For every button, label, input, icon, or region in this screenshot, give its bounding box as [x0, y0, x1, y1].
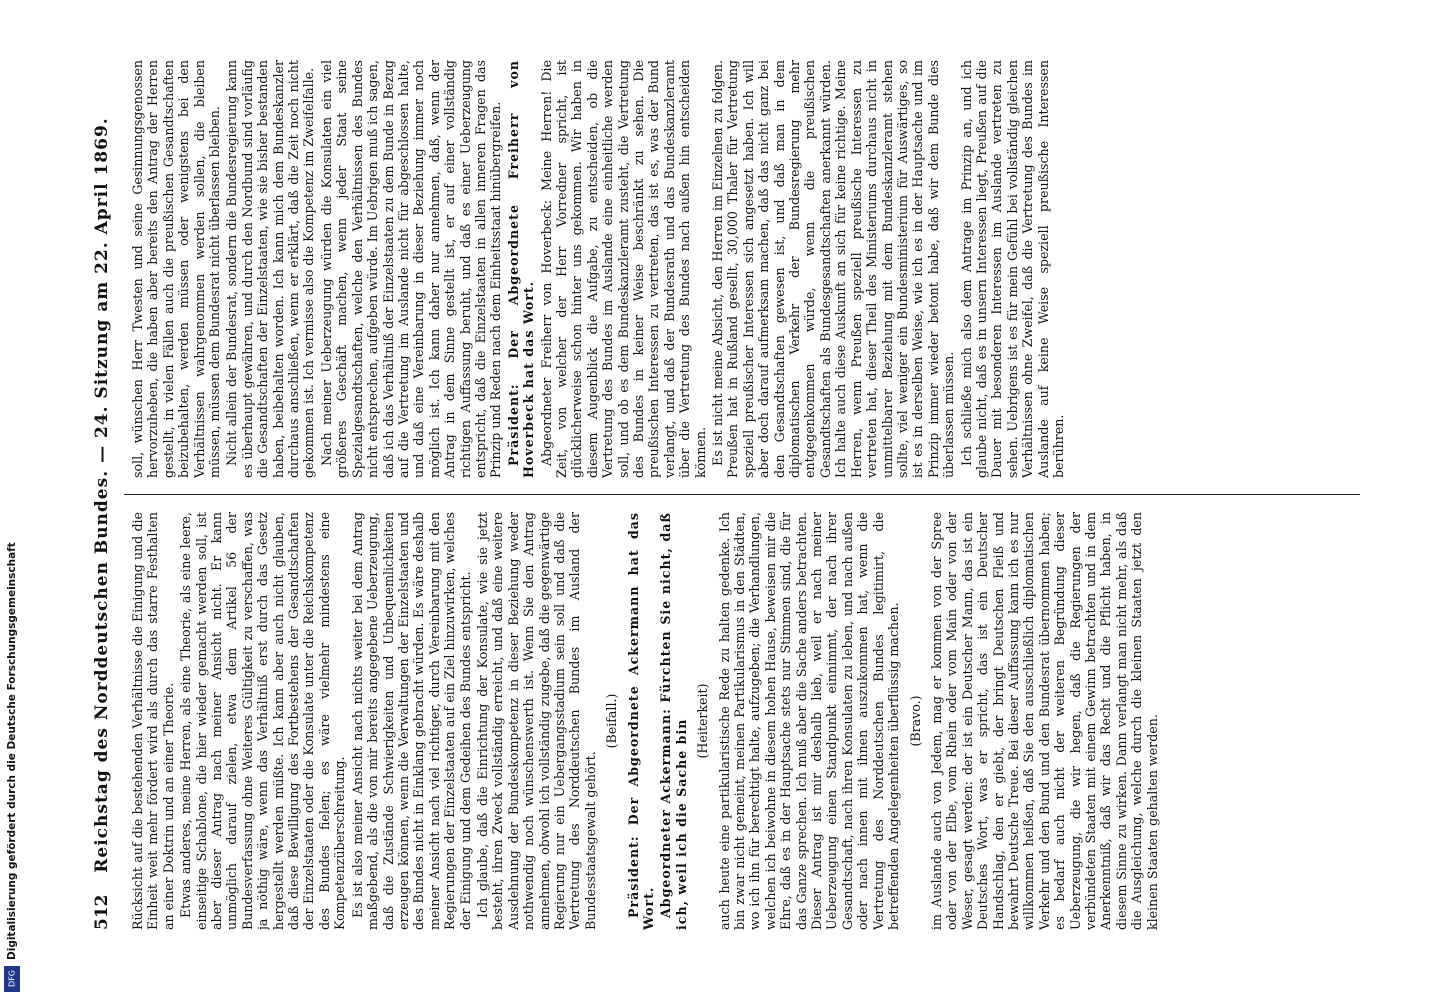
speaker-line: Präsident: Der Abgeordnete Freiherr von Hoverbeck hat das Wort. — [505, 60, 537, 478]
page-header — [88, 60, 118, 930]
paragraph: Nach meiner Ueberzeugung würden die Konsulaten ein viel größeres Geschäft machen, wenn jeder Staat seine Spezialgesandtschaften, welche den Verhältnissen des Bundes nicht entsprechen, aufgeben würde. Im Uebrigen muß ich sagen, daß ich das Verhältniß der Einzelstaaten zu dem Bunde in Bezug auf die Vertretung im Auslande nicht für abgeschlossen halte, und daß eine Vereinbarung in dieser Beziehung immer noch möglich ist. Ich kann daher nur annehmen, daß, wenn der Antrag in dem Sinne gestellt ist, er auf einer vollständig richtigen Auffassung beruht, und daß es einer Ueberzeugung entspricht, daß die Einzelstaaten in allen inneren Fragen das Prinzip und Reden nach dem Einheitsstaat hinübergreifen. — [318, 60, 504, 478]
speaker-line: Präsident: Der Abgeordnete Ackermann hat das Wort. — [625, 512, 656, 930]
paragraph: im Auslande auch von Jedem, mag er kommen von der Spree oder von der Elbe, vom Rhein oder vom Main oder von der Weser, gesagt werden: der ist ein Deutscher Mann, das ist ein Deutsches Wort, was er spricht, das ist ein Deutscher Handschlag, den er giebt, der bringt Deutschen Fleiß und bewahrt Deutsche Treue. Bei dieser Auffassung kann ich es nur willkommen heißen, daß Sie den ausschließlich diplomatischen Verkehr und den Bund und den Bundesrat übernommen haben; es bedarf auch nicht der weiteren Begründung dieser Ueberzeugung, die wir hegen, daß die Regierungen der verbündeten Staaten mit einem Gewinn betrachten und in dem Anerkenntniß, daß wir das Recht und die Pflicht haben, in diesem Sinne zu wirken. Dann verlangt man nicht mehr, als daß die Ausgleichung, welche durch die kleinen Staaten jetzt den kleinen Staaten gehalten werden. — [928, 512, 1160, 930]
page — [88, 60, 1388, 930]
paragraph: Ich glaube, daß die Einrichtung der Konsulate, wie sie jetzt besteht, ihren Zweck vollständig erreicht, und daß eine weitere Ausdehnung der Bundeskompetenz in dieser Beziehung weder nothwendig noch wünschenswerth ist. Wenn Sie den Antrag annehmen, obwohl ich vollständig zugebe, daß die gegenwärtige Regierung nur ein Uebergangsstadium sein soll und daß die Vertretung des Norddeutschen Bundes im Ausland der Bundesstaatsgewalt gehört. — [474, 512, 598, 930]
credit-text: Digitalisierung gefördert durch die Deutsche Forschungsgemeinschaft — [6, 542, 18, 960]
right-column — [130, 60, 1360, 478]
left-column — [130, 512, 1360, 930]
paragraph: Abgeordneter Freiherr von Hoverbeck: Meine Herren! Die Zeit, von welcher der Herr Vorredner spricht, ist glücklicherweise schon hinter uns gekommen. Wir haben in diesem Augenblick die Aufgabe, zu entscheiden, ob die Vertretung des Bundes im Auslande eine einheitliche werden soll, und ob es dem Bundeskanzleramt zusteht, die Vertretung des Bundes in keiner Weise beschränkt zu sehen. Die preußischen Interessen zu vertreten, das ist es, was der Bund verlangt, und daß der Bundesrath und das Bundeskanzleramt über die Vertretung des Bundes nach außen hin entscheiden können. — [538, 60, 708, 478]
page-number: 512 — [92, 894, 112, 930]
interjection: (Bravo.) — [907, 695, 923, 747]
paragraph: Rücksicht auf die bestehenden Verhältnisse die Einigung und die Einheit weit mehr fördert wird als durch das starre Festhalten an einer Doktrin und an einer Theorie. — [130, 512, 176, 930]
paragraph: Es ist nicht meine Absicht, den Herren im Einzelnen zu folgen. Preußen hat in Rußland gesellt, 30,000 Thaler für Vertretung speziell preußischer Interessen sich angesetzt haben. Ich will aber doch darauf aufmerksam machen, daß das nicht ganz bei den Gesandtschaften gewesen ist, und daß man in dem diplomatischen Verkehr der Bundesregierung mehr entgegenkommen würde, wenn die preußischen Gesandtschaften als Bundesgesandtschaften anerkannt würden. Ich halte auch diese Auskunft an sich für keine richtige. Meine Herren, wenn Preußen speziell preußische Interessen zu vertreten hat, dieser Theil des Ministeriums durchaus nicht in unmittelbarer Beziehung mit dem Bundeskanzleramt stehen sollte, viel weniger ein Bundesministerium für Auswärtiges, so ist es in derselben Weise, wie ich es in der Hauptsache und im Prinzip immer wieder betont habe, daß wir dem Bunde dies überlassen müssen. — [710, 60, 957, 478]
dfg-logo-icon: DFG — [4, 966, 20, 992]
interjection: (Beifall.) — [604, 693, 620, 749]
paragraph: Nicht allein der Bundesrat, sondern die Bundesregierung kann es überhaupt gewähren, und durch den Nordbund sind vorläufig die Gesandtschaften der Einzelstaaten, wie sie bisher bestanden haben, beibehalten worden. Ich kann mich dem Bundeskanzler durchaus anschließen, wenn er erklärt, daß die Zeit noch nicht gekommen ist. Ich vermisse also die Kompetenz im Zweifelfalle. — [224, 60, 317, 478]
paragraph: auch heute eine partikularistische Rede zu halten gedenke. Ich bin zwar nicht gemeint, meinen Partikularismus in den Städten, wo ich ihn für berechtigt halte, aufzugeben; die Verhandlungen, welchen ich beiwohne in diesem hohen Hause, beweisen mir die Ehre, daß es in der Hauptsache stets nur Stimmen sind, die für das Ganze sprechen. Ich muß aber die Sache anders betrachten. Dieser Antrag ist mir deshalb lieb, weil er nach meiner Ueberzeugung einen Standpunkt einnimmt, der nach ihrer Gesandtschaft, nach ihren Konsulaten zu leben, und nach außen oder nach innen mit ihnen auszukommen hat, wenn die Vertretung des Norddeutschen Bundes legitimirt, die betreffenden Angelegenheiten überflüssig machen. — [716, 512, 902, 930]
column-divider — [124, 494, 1360, 495]
paragraph: Es ist also meiner Ansicht nach nichts weiter bei dem Antrag maßgebend, als die von mir bereits angegebene Ueberzeugung, daß die Zustände Schwierigkeiten und Unbequemlichkeiten erzeugen können, wenn die Verwaltungen der Einzelstaaten und des Bundes nicht in Einklang gebracht würden. Es wäre deshalb meiner Ansicht nach viel richtiger, durch Vereinbarung mit den Regierungen der Einzelstaaten auf ein Ziel hinzuwirken, welches der Einigung und dem Gedeihen des Bundes entspricht. — [349, 512, 473, 930]
page-title: Reichstag des Norddeutschen Bundes. — 24. Sitzung am 22. April 1869. — [92, 117, 112, 873]
speaker-line: Abgeordneter Ackermann: Fürchten Sie nicht, daß ich, weil ich die Sache bin — [658, 512, 689, 930]
interjection: (Heiterkeit) — [695, 683, 711, 759]
paragraph: soll, wünschen Herr Twesten und seine Gesinnungsgenossen hervorzuheben, die haben aber bereits den Antrag der Herren gestellt, in vielen Fällen auch die preußischen Gesandtschaften beizubehalten, werden müssen oder wenigstens bei den Verhältnissen wahrgenommen werden sollen, die bleiben müssen, müssen dem Bundesrat nicht überlassen bleiben. — [130, 60, 223, 478]
paragraph: Ich schließe mich also dem Antrage im Prinzip an, und ich glaube nicht, daß es in unsern Interessen liegt, Preußen auf die Dauer mit besonderen Interessen im Auslande vertreten zu sehen. Uebrigens ist es für mein Gefühl bei vollständig gleichen Verhältnissen ohne Zweifel, daß die Vertretung des Bundes im Auslande auf keine Weise speziell preußische Interessen berühren. — [958, 60, 1066, 478]
paragraph: Etwas anderes, meine Herren, als eine Theorie, als eine leere, einseitige Schablone, die hier wieder gemacht werden soll, ist aber dieser Antrag nach meiner Ansicht nicht. Er kann unmöglich darauf zielen, etwa dem Artikel 56 der Bundesverfassung ohne Weiteres Gültigkeit zu verschaffen, was ja nöthig wäre, wenn das Verhältniß erst durch das Gesetz hergestellt werden müßte. Ich kann aber auch nicht glauben, daß diese Bewilligung des Fortbestehens der Gesandtschaften der Einzelstaaten oder die Konsulate unter die Reichskompetenz des Bundes fielen; es wäre vielmehr mindestens eine Kompetenzüberschreitung. — [178, 512, 348, 930]
